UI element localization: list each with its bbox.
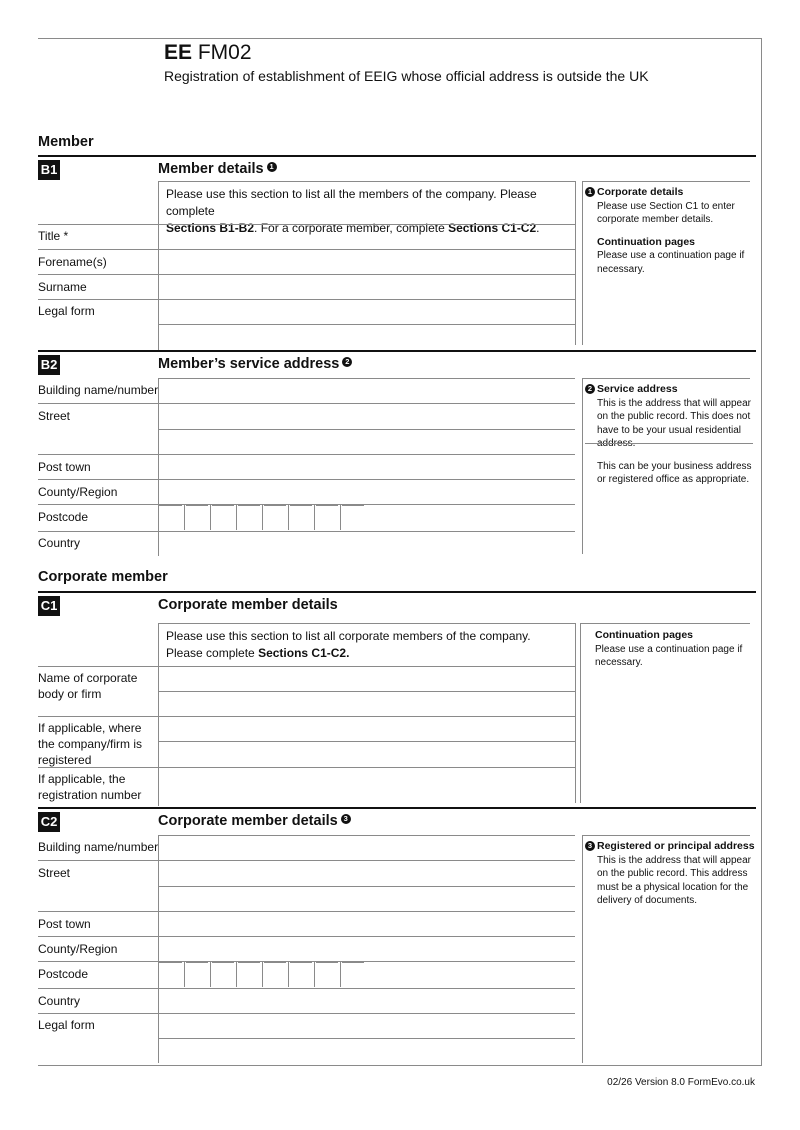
input-b2-post-town[interactable] xyxy=(159,455,574,479)
label-c2-postcode: Postcode xyxy=(38,967,89,981)
footer-version: 02/26 Version 8.0 FormEvo.co.uk xyxy=(607,1077,755,1088)
label-b2-postcode: Postcode xyxy=(38,510,89,524)
pc-box-top xyxy=(186,962,208,963)
input-surname[interactable] xyxy=(159,275,574,299)
input-c1-regnum[interactable] xyxy=(159,768,574,804)
pc-box xyxy=(314,505,315,530)
label-surname: Surname xyxy=(38,280,87,294)
section-rule-c2 xyxy=(38,807,756,809)
label-c1-regnum-line1: If applicable, the xyxy=(38,772,126,786)
pc-box-top xyxy=(290,962,312,963)
label-c2-building: Building name/number xyxy=(38,840,159,854)
label-c2-legal-form: Legal form xyxy=(38,1018,95,1032)
section-rule-c1 xyxy=(38,591,756,593)
section-title-b1-text: Member details xyxy=(158,161,264,177)
form-prefix: EE xyxy=(164,41,193,64)
input-c2-post-town[interactable] xyxy=(159,912,574,936)
section-title-c2 xyxy=(158,813,351,829)
input-c2-postcode[interactable] xyxy=(158,962,366,987)
c2-side-border xyxy=(582,835,583,1063)
pc-box-top xyxy=(212,962,234,963)
b1-side-body-1: Please use Section C1 to enter corporate member details. xyxy=(597,200,735,225)
b1-instruction-bold-b: Sections C1-C2 xyxy=(448,221,537,235)
label-b2-post-town: Post town xyxy=(38,460,91,474)
c1-side-heading: Continuation pages xyxy=(595,629,693,641)
b2-rule-2 xyxy=(158,429,575,430)
pc-box-top xyxy=(212,505,234,506)
c1-instruction-line2 xyxy=(166,645,574,662)
c2-side-heading: Registered or principal address xyxy=(597,840,755,852)
note-marker-1: 1 xyxy=(267,162,277,172)
c1-side-body: Please use a continuation page if necessary. xyxy=(595,643,743,668)
side-note-marker-2: 2 xyxy=(585,384,595,394)
label-b2-county: County/Region xyxy=(38,485,118,499)
label-c2-county: County/Region xyxy=(38,942,118,956)
b2-side-body-2: This can be your business address or registered office as appropriate. xyxy=(597,460,752,485)
pc-box-top xyxy=(186,505,208,506)
pc-box-top xyxy=(316,962,338,963)
c2-side-note xyxy=(585,840,757,908)
side-note-marker-1: 1 xyxy=(585,187,595,197)
input-c2-building[interactable] xyxy=(159,836,574,860)
pc-box xyxy=(184,505,185,530)
label-c1-where-line3: registered xyxy=(38,753,92,767)
pc-box-top xyxy=(290,505,312,506)
label-c1-regnum xyxy=(38,771,141,803)
label-c2-post-town: Post town xyxy=(38,917,91,931)
pc-box xyxy=(340,505,341,530)
form-number: FM02 xyxy=(197,41,252,64)
bottom-border xyxy=(38,1065,762,1066)
input-b2-country[interactable] xyxy=(159,532,574,556)
pc-box xyxy=(184,962,185,987)
section-title-c1: Corporate member details xyxy=(158,597,338,613)
pc-box-top xyxy=(238,962,260,963)
label-c1-name-line2: body or firm xyxy=(38,687,102,701)
section-title-b1 xyxy=(158,161,277,177)
note-marker-3: 3 xyxy=(341,814,351,824)
c1-column-right xyxy=(575,623,576,803)
pc-box-top xyxy=(238,505,260,506)
c1-instruction-bold: Sections C1-C2. xyxy=(258,646,350,660)
form-code xyxy=(164,41,252,65)
b2-side-border xyxy=(582,378,583,554)
c1-instr-top xyxy=(158,623,575,624)
b1-instruction-bold-a: Sections B1-B2 xyxy=(166,221,255,235)
label-c2-street: Street xyxy=(38,866,71,880)
b2-side-rule xyxy=(585,443,753,444)
group-title-member: Member xyxy=(38,134,94,150)
b2-side-note xyxy=(585,383,757,487)
c1-side-note xyxy=(583,629,753,670)
section-rule-b2 xyxy=(38,350,756,352)
b1-side-body-2: Please use a continuation page if necessary. xyxy=(597,250,745,275)
label-title: Title * xyxy=(38,229,69,243)
pc-box xyxy=(236,962,237,987)
pc-box xyxy=(262,505,263,530)
note-marker-2: 2 xyxy=(342,357,352,367)
label-b2-country: Country xyxy=(38,536,81,550)
pc-box xyxy=(210,505,211,530)
pc-box xyxy=(236,505,237,530)
right-border xyxy=(761,38,762,1066)
section-badge-b2: B2 xyxy=(38,355,60,375)
label-c1-name xyxy=(38,670,137,702)
pc-box-top xyxy=(264,505,286,506)
label-legal-form: Legal form xyxy=(38,304,95,318)
b1-side-border xyxy=(582,181,583,345)
c1-instruction-pre: Please complete xyxy=(166,646,259,660)
pc-box xyxy=(340,962,341,987)
section-title-b2 xyxy=(158,356,352,372)
b1-rule-5 xyxy=(158,324,575,325)
b1-side-note xyxy=(585,186,755,276)
section-badge-c1: C1 xyxy=(38,596,60,616)
section-badge-c2: C2 xyxy=(38,812,60,832)
pc-box-top xyxy=(264,962,286,963)
input-b2-county[interactable] xyxy=(159,480,574,504)
b1-side-top xyxy=(582,181,750,182)
section-title-c2-text: Corporate member details xyxy=(158,813,338,829)
b2-side-body-1: This is the address that will appear on the public record. This does not have to be your usual residential address. xyxy=(597,397,751,449)
c2-rule-2 xyxy=(158,886,575,887)
pc-box xyxy=(288,962,289,987)
b1-instruction-end: . xyxy=(536,221,540,235)
label-c1-where-line1: If applicable, where xyxy=(38,721,142,735)
input-c2-county[interactable] xyxy=(159,937,574,961)
c2-rule-8 xyxy=(158,1038,575,1039)
form-subtitle: Registration of establishment of EEIG whose official address is outside the UK xyxy=(164,68,649,84)
label-c1-where xyxy=(38,720,142,768)
section-rule-b1 xyxy=(38,155,756,157)
c1-instruction-line1: Please use this section to list all corporate members of the company. xyxy=(166,629,531,643)
group-title-corporate: Corporate member xyxy=(38,569,168,585)
b1-instr-top xyxy=(158,181,575,182)
c1-rule-2 xyxy=(158,691,575,692)
input-c2-country[interactable] xyxy=(159,989,574,1013)
label-c1-where-line2: the company/firm is xyxy=(38,737,143,751)
b2-side-top xyxy=(582,378,750,379)
c1-instructions xyxy=(166,628,574,662)
label-forenames: Forename(s) xyxy=(38,255,107,269)
label-c1-name-line1: Name of corporate xyxy=(38,671,138,685)
pc-box xyxy=(314,962,315,987)
label-b2-building: Building name/number xyxy=(38,383,159,397)
pc-box-top xyxy=(158,962,182,963)
section-title-b2-text: Member’s service address xyxy=(158,356,340,372)
b1-side-heading-2: Continuation pages xyxy=(597,235,695,248)
c1-rule-4 xyxy=(158,741,575,742)
b1-instruction-mid: . For a corporate member, complete xyxy=(254,221,449,235)
b1-instruction-line1: Please use this section to list all the members of the company. Please complete xyxy=(166,187,537,218)
input-forenames[interactable] xyxy=(159,250,574,274)
input-b2-building[interactable] xyxy=(159,379,574,403)
c1-side-border xyxy=(580,623,581,803)
b2-side-heading: Service address xyxy=(597,383,678,395)
c2-side-body: This is the address that will appear on the public record. This address must be a physical location for the delivery of documents. xyxy=(597,854,751,906)
top-border xyxy=(38,38,762,39)
input-title[interactable] xyxy=(159,225,574,249)
pc-box xyxy=(288,505,289,530)
pc-box-top xyxy=(158,505,182,506)
pc-box xyxy=(262,962,263,987)
c1-side-top xyxy=(580,623,750,624)
pc-box-top xyxy=(342,505,364,506)
c2-side-top xyxy=(582,835,750,836)
b1-side-heading-1: Corporate details xyxy=(597,186,684,198)
side-note-marker-3: 3 xyxy=(585,841,595,851)
pc-box xyxy=(210,962,211,987)
label-b2-street: Street xyxy=(38,409,71,423)
pc-box-top xyxy=(316,505,338,506)
pc-box-top xyxy=(342,962,364,963)
label-c2-country: Country xyxy=(38,994,81,1008)
input-b2-postcode[interactable] xyxy=(158,505,366,530)
section-badge-b1: B1 xyxy=(38,160,60,180)
label-c1-regnum-line2: registration number xyxy=(38,788,142,802)
